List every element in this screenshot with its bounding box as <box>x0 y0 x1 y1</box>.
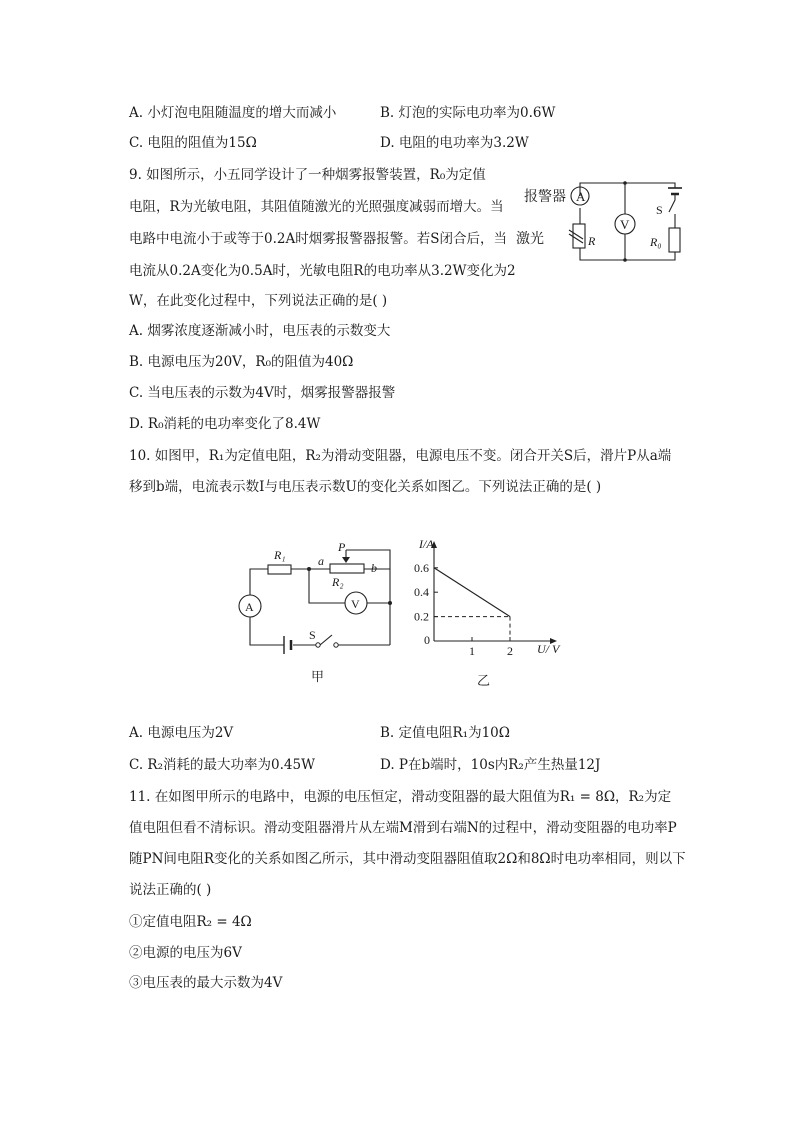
q8-option-c: C. 电阻的阻值为15Ω <box>129 135 257 151</box>
q10-switch-label: S <box>309 628 316 642</box>
q10-ammeter-label: A <box>245 600 254 614</box>
q9-alarm-label: 报警器 <box>524 189 566 205</box>
x-tick-label: 2 <box>507 644 513 658</box>
series-line <box>434 568 510 617</box>
x-axis-label: U/ V <box>537 642 560 656</box>
q9-r-label: R <box>588 234 596 248</box>
q10-a-label: a <box>318 554 324 568</box>
q9-line: 电阻，R为光敏电阻，其阻值随激光的光照强度减弱而增大。当 <box>129 199 504 215</box>
q11-statement-1: ①定值电阻R₂ = 4Ω <box>129 914 252 930</box>
q11-line: 随PN间电阻R变化的关系如图乙所示，其中滑动变阻器阻值取2Ω和8Ω时电功率相同，则以下 <box>129 851 686 867</box>
y-axis-label: I/A <box>419 537 434 551</box>
q9-line: 电路中电流小于或等于0.2A时烟雾报警器报警。若S闭合后，当 <box>129 231 507 247</box>
q9-line: W，在此变化过程中，下列说法正确的是( ) <box>129 293 388 309</box>
q10-line: 移到b端，电流表示数I与电压表示数U的变化关系如图乙。下列说法正确的是( ) <box>129 479 602 495</box>
q10-circuit-caption: 甲 <box>311 670 325 685</box>
x-tick-label: 1 <box>469 644 475 658</box>
q10-graph-caption: 乙 <box>477 674 491 689</box>
q10-option-c: C. R₂消耗的最大功率为0.45W <box>129 757 315 773</box>
q8-option-d: D. 电阻的电功率为3.2W <box>380 135 529 151</box>
q9-option-b: B. 电源电压为20V，R₀的阻值为40Ω <box>129 354 354 370</box>
q10-r2-label: R₂ <box>332 575 344 589</box>
q10-p-label: P <box>338 540 346 554</box>
q10-line: 10. 如图甲，R₁为定值电阻，R₂为滑动变阻器，电源电压不变。闭合开关S后，滑片P从a端 <box>129 448 672 464</box>
q9-option-d: D. R₀消耗的电功率变化了8.4W <box>129 416 321 432</box>
q9-switch-label: S <box>656 203 663 217</box>
q11-statement-3: ③电压表的最大示数为4V <box>129 975 283 991</box>
q11-line: 说法正确的( ) <box>129 882 212 898</box>
q9-voltmeter-label: V <box>620 217 630 232</box>
q10-iu-graph <box>410 530 570 690</box>
q9-option-a: A. 烟雾浓度逐渐减小时，电压表的示数变大 <box>129 323 391 339</box>
q9-laser-label: 激光 <box>516 231 544 247</box>
q9-r0-label: R₀ <box>650 235 662 249</box>
q9-circuit-diagram <box>510 168 710 268</box>
q10-option-a: A. 电源电压为2V <box>129 725 234 741</box>
q11-line: 11. 在如图甲所示的电路中，电源的电压恒定，滑动变阻器的最大阻值为R₁ = 8Ω，R₂为定 <box>129 789 672 805</box>
q11-line: 值电阻但看不清标识。滑动变阻器滑片从左端M滑到右端N的过程中，滑动变阻器的电功率P <box>129 820 677 836</box>
y-tick-label: 0.4 <box>414 585 429 600</box>
q9-line: 电流从0.2A变化为0.5A时，光敏电阻R的电功率从3.2W变化为2 <box>129 263 516 279</box>
q10-r1-label: R₁ <box>274 548 286 562</box>
y-tick-label: 0.6 <box>414 560 429 575</box>
q9-option-c: C. 当电压表的示数为4V时，烟雾报警器报警 <box>129 385 396 401</box>
q8-option-b: B. 灯泡的实际电功率为0.6W <box>380 105 556 121</box>
q9-ammeter-label: A <box>576 189 586 204</box>
q10-b-label: b <box>371 561 377 575</box>
origin-label: 0 <box>424 633 430 647</box>
q10-voltmeter-label: V <box>351 597 360 611</box>
q8-option-a: A. 小灯泡电阻随温度的增大而减小 <box>129 105 337 121</box>
q11-statement-2: ②电源的电压为6V <box>129 945 242 961</box>
q10-option-b: B. 定值电阻R₁为10Ω <box>380 725 510 741</box>
q10-option-d: D. P在b端时，10s内R₂产生热量12J <box>380 757 601 773</box>
q9-line: 9. 如图所示，小五同学设计了一种烟雾报警装置，R₀为定值 <box>129 167 486 183</box>
q10-circuit-diagram <box>228 535 408 685</box>
y-tick-label: 0.2 <box>414 609 429 624</box>
